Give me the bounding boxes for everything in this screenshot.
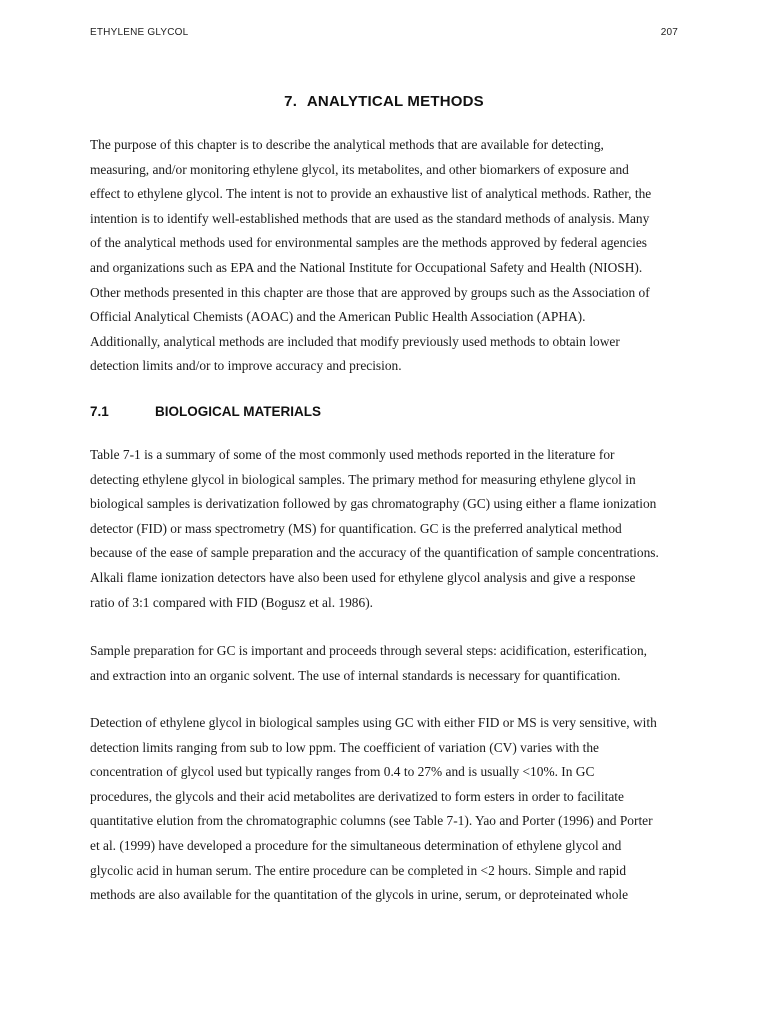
section-number: 7.1 <box>90 404 109 419</box>
text-line: detecting ethylene glycol in biological samples. The primary method for measuring ethylene glycol in <box>90 471 636 487</box>
text-line: Other methods presented in this chapter are those that are approved by groups such as the Association of <box>90 284 650 300</box>
body-paragraph <box>90 639 690 688</box>
body-paragraph <box>90 443 690 615</box>
text-line: Additionally, analytical methods are included that modify previously used methods to obtain lower <box>90 333 620 349</box>
text-line: intention is to identify well-established methods that are used as the standard methods of analysis. Many <box>90 210 650 226</box>
text-line: et al. (1999) have developed a procedure for the simultaneous determination of ethylene glycol and <box>90 837 622 853</box>
text-line: and extraction into an organic solvent. The use of internal standards is necessary for quantification. <box>90 667 621 683</box>
page-number: 207 <box>660 27 678 38</box>
text-line: and organizations such as EPA and the National Institute for Occupational Safety and Health (NIOSH). <box>90 259 643 275</box>
text-line: measuring, and/or monitoring ethylene glycol, its metabolites, and other biomarkers of exposure and <box>90 161 629 177</box>
running-title: ETHYLENE GLYCOL <box>90 27 189 38</box>
intro-paragraph <box>90 133 690 379</box>
chapter-title <box>0 93 768 110</box>
text-line: ratio of 3:1 compared with FID (Bogusz et al. 1986). <box>90 594 374 610</box>
text-line: detection limits and/or to improve accuracy and precision. <box>90 358 402 374</box>
text-line: procedures, the glycols and their acid metabolites are derivatized to form esters in order to facilitate <box>90 788 624 804</box>
chapter-title-text: ANALYTICAL METHODS <box>306 93 484 110</box>
section-title: BIOLOGICAL MATERIALS <box>155 404 321 419</box>
text-line: methods are also available for the quantitation of the glycols in urine, serum, or deproteinated whole <box>90 887 629 903</box>
chapter-number: 7. <box>284 93 298 110</box>
text-line: concentration of glycol used but typically ranges from 0.4 to 27% and is usually <10%. In GC <box>90 764 595 780</box>
text-line: biological samples is derivatization followed by gas chromatography (GC) using either a flame ionization <box>90 496 657 512</box>
text-line: detection limits ranging from sub to low ppm. The coefficient of variation (CV) varies with the <box>90 739 599 755</box>
text-line: Detection of ethylene glycol in biological samples using GC with either FID or MS is very sensitive, with <box>90 715 657 730</box>
text-line: Table 7-1 is a summary of some of the most commonly used methods reported in the literature for <box>90 447 615 462</box>
text-line: because of the ease of sample preparation and the accuracy of the quantification of sample concentrations. <box>90 545 659 561</box>
section-heading <box>90 404 321 419</box>
text-line: of the analytical methods used for environmental samples are the methods approved by federal agencies <box>90 235 647 251</box>
text-line: The purpose of this chapter is to describe the analytical methods that are available for detecting, <box>90 137 604 152</box>
text-line: effect to ethylene glycol. The intent is not to provide an exhaustive list of analytical methods. Rather, the <box>90 186 652 202</box>
text-line: glycolic acid in human serum. The entire procedure can be completed in <2 hours. Simple and rapid <box>90 862 627 878</box>
body-paragraph <box>90 711 690 908</box>
text-line: Alkali flame ionization detectors have also been used for ethylene glycol analysis and give a response <box>90 569 636 585</box>
running-header <box>90 27 678 38</box>
text-line: Sample preparation for GC is important and proceeds through several steps: acidification, esterification, <box>90 643 648 658</box>
text-line: detector (FID) or mass spectrometry (MS) for quantification. GC is the preferred analytical method <box>90 520 622 536</box>
text-line: quantitative elution from the chromatographic columns (see Table 7-1). Yao and Porter (1996) and Porter <box>90 813 653 829</box>
text-line: Official Analytical Chemists (AOAC) and the American Public Health Association (APHA). <box>90 309 586 325</box>
